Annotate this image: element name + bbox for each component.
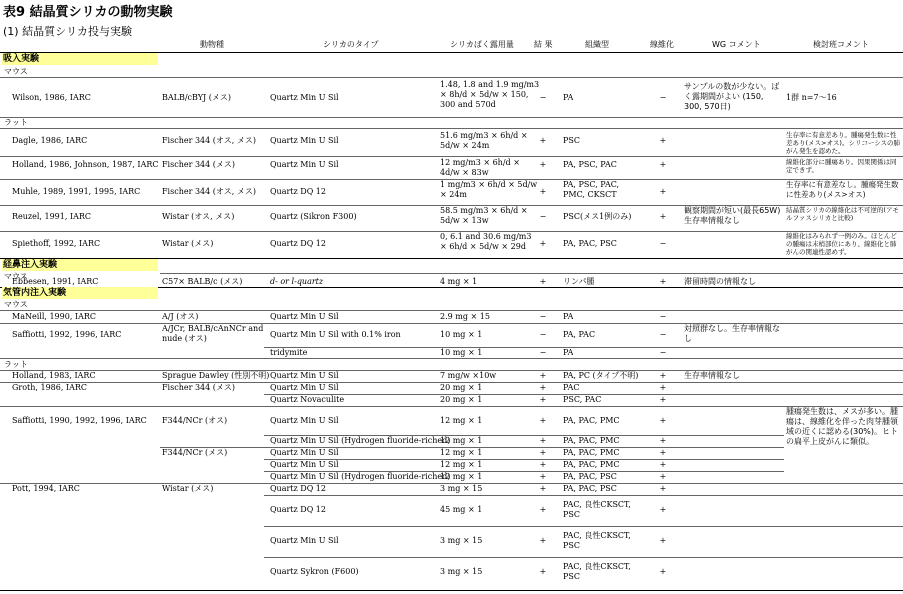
- animal: Fischer 344 (メス): [162, 383, 236, 392]
- rule: [0, 77, 903, 78]
- animal: Wistar (メス): [162, 484, 214, 493]
- fibrosis: +: [659, 536, 667, 545]
- animal: Fischer 344 (オス, メス): [162, 187, 257, 196]
- table-row: [0, 383, 903, 393]
- fibrosis: +: [659, 505, 667, 514]
- fibrosis: +: [659, 416, 667, 425]
- dose: 3 mg × 15: [440, 484, 483, 493]
- dose: 12 mg × 1: [440, 416, 483, 425]
- animal: BALB/cBYJ (メス): [162, 93, 232, 102]
- silica-type: Quartz Min U Sil: [270, 371, 339, 380]
- table-row: [0, 460, 903, 470]
- table-row: [0, 562, 903, 584]
- fibrosis: +: [659, 567, 667, 576]
- silica-type: Quartz Min U Sil: [270, 383, 339, 392]
- result: +: [539, 436, 547, 445]
- rule: [264, 557, 903, 558]
- table-row: [0, 80, 903, 116]
- silica-type: Quartz Sykron (F600): [270, 567, 359, 576]
- silica-type: Quartz Min U Sil: [270, 160, 339, 169]
- header-result: 結 果: [534, 40, 553, 49]
- result: +: [539, 448, 547, 457]
- rule: [160, 273, 903, 274]
- rule: [0, 310, 903, 311]
- animal: Wistar (メス): [162, 239, 214, 248]
- document-title: 表9 結晶質シリカの動物実験: [3, 5, 173, 20]
- review-comment: 1群 n=7～16: [786, 93, 837, 102]
- fibrosis: +: [659, 136, 667, 145]
- tumor-type: PA: [563, 312, 574, 321]
- tumor-type: PAC: [563, 383, 580, 392]
- header-review: 検討班コメント: [813, 40, 869, 49]
- result: −: [539, 330, 547, 339]
- table-row: [0, 371, 903, 381]
- tumor-type: PA, PAC, PMC: [563, 448, 620, 457]
- tumor-type: リンパ腫: [563, 277, 595, 286]
- subhead-mouse: マウス: [4, 300, 28, 309]
- tumor-type: PA, PAC, PSC: [563, 484, 617, 493]
- silica-type: Quartz Min U Sil: [270, 93, 339, 102]
- dose: 12 mg × 1: [440, 448, 483, 457]
- dose: 12 mg × 1: [440, 472, 483, 481]
- subhead-mouse: マウス: [4, 272, 28, 281]
- dose: 1 mg/m3 × 6h/d × 5d/w × 24m: [440, 180, 538, 199]
- review-comment: 線維化部分に腫瘍あり。因果関係は同定できず。: [786, 158, 897, 174]
- silica-type: Quartz Min U Sil (Hydrogen fluoride-riched): [270, 472, 451, 481]
- fibrosis: −: [659, 93, 667, 102]
- reference: Groth, 1986, IARC: [12, 383, 88, 392]
- result: +: [539, 371, 547, 380]
- section-nasal: 経鼻注入実験: [2, 259, 158, 271]
- table-row: [0, 232, 903, 256]
- fibrosis: +: [659, 277, 667, 286]
- dose: 1.48, 1.8 and 1.9 mg/m3 × 8h/d × 5d/w × 150, 300 and 570d: [440, 80, 540, 109]
- table-row: [0, 395, 903, 405]
- section-inhalation: 吸入実験: [2, 53, 158, 65]
- silica-type: Quartz DQ 12: [270, 187, 326, 196]
- wg-comment: サンプルの数が少ない。ばく露期間がよい (150, 300, 570日): [684, 82, 780, 111]
- result: +: [539, 567, 547, 576]
- fibrosis: +: [659, 484, 667, 493]
- silica-type: tridymite: [270, 348, 308, 357]
- tumor-type: PSC: [563, 136, 580, 145]
- silica-type: Quartz Min U Sil with 0.1% iron: [270, 330, 401, 339]
- table-row: [0, 277, 903, 287]
- rule: [0, 128, 903, 129]
- tumor-type: PA: [563, 93, 574, 102]
- result: +: [539, 416, 547, 425]
- review-comment: 線維化はみられず一例のみ。ほとんどの腫瘍は末梢部位にあり、線維化と肺がんの関連性認めず。: [786, 232, 897, 256]
- reference: Holland, 1983, IARC: [12, 371, 96, 380]
- result: +: [539, 536, 547, 545]
- table-row: [0, 448, 903, 458]
- reference: Holland, 1986, Johnson, 1987, IARC: [12, 160, 159, 169]
- table-row: [0, 312, 903, 322]
- dose: 3 mg × 15: [440, 536, 483, 545]
- subhead-rat: ラット: [4, 118, 28, 127]
- reference: MaNeill, 1990, IARC: [12, 312, 96, 321]
- wg-comment: 滞留時間の情報なし: [684, 277, 756, 286]
- reference: Saffiotti, 1990, 1992, 1996, IARC: [12, 416, 147, 425]
- dose: 7 mg/w ×10w: [440, 371, 497, 380]
- dose: 10 mg × 1: [440, 348, 483, 357]
- tumor-type: PA, PAC, PSC: [563, 239, 617, 248]
- tumor-type: PSC(メス1例のみ): [563, 212, 632, 221]
- table-row: [0, 206, 903, 230]
- section-intratracheal: 気管内注入実験: [2, 287, 158, 299]
- table-row: [0, 180, 903, 204]
- header-tumor: 組織型: [585, 40, 609, 49]
- animal: Fischer 344 (オス, メス): [162, 136, 257, 145]
- reference: Ebbesen, 1991, IARC: [12, 277, 99, 286]
- header-exposure: シリカばく露用量: [450, 40, 514, 49]
- review-comment: 結晶質シリカの線維化は不可逆的(アモルファスシリカと比較): [786, 206, 899, 222]
- reference: Pott, 1994, IARC: [12, 484, 80, 493]
- tumor-type: PA, PAC, PMC: [563, 416, 620, 425]
- result: +: [539, 277, 547, 286]
- tumor-type: PA, PAC: [563, 330, 596, 339]
- table-row: [0, 531, 903, 553]
- dose: 20 mg × 1: [440, 383, 483, 392]
- result: +: [539, 239, 547, 248]
- silica-type: d- or l-quartz: [270, 277, 324, 286]
- silica-type: Quartz Novaculite: [270, 395, 345, 404]
- dose: 12 mg × 1: [440, 436, 483, 445]
- tumor-type: PAC, 良性CKSCT, PSC: [563, 500, 631, 519]
- result: +: [539, 160, 547, 169]
- fibrosis: −: [659, 348, 667, 357]
- tumor-type: PA, PSC, PAC: [563, 160, 617, 169]
- reference: Spiethoff, 1992, IARC: [12, 239, 101, 248]
- fibrosis: +: [659, 472, 667, 481]
- result: −: [539, 212, 547, 221]
- reference: Wilson, 1986, IARC: [12, 93, 91, 102]
- silica-type: Quartz Min U Sil: [270, 416, 339, 425]
- reference: Saffiotti, 1992, 1996, IARC: [12, 330, 122, 339]
- result: +: [539, 460, 547, 469]
- fibrosis: −: [659, 239, 667, 248]
- dose: 12 mg/m3 × 6h/d × 4d/w × 83w: [440, 158, 520, 177]
- dose: 20 mg × 1: [440, 395, 483, 404]
- animal: C57× BALB/c (メス): [162, 277, 243, 286]
- review-comment: 生存率に有意差なし。腫瘍発生数に性差あり(メス>オス): [786, 180, 899, 199]
- reference: Muhle, 1989, 1991, 1995, IARC: [12, 187, 141, 196]
- header-row: [0, 39, 903, 51]
- header-silica: シリカのタイプ: [323, 40, 379, 49]
- table-row: [0, 500, 903, 522]
- tumor-type: PA: [563, 348, 574, 357]
- tumor-type: PA, PAC, PMC: [563, 436, 620, 445]
- result: +: [539, 395, 547, 404]
- dose: 3 mg × 15: [440, 567, 483, 576]
- table-row: [0, 436, 903, 446]
- review-comment: 生存率に有意差あり。腫瘍発生数に性差あり(メス>オス)。シリコーシスの肺がん発生を認めた。: [786, 131, 900, 155]
- silica-type: Quartz DQ 12: [270, 505, 326, 514]
- silica-type: Quartz DQ 12: [270, 239, 326, 248]
- fibrosis: +: [659, 212, 667, 221]
- table-row: [0, 348, 903, 358]
- wg-comment: 観察期間が短い(最長65W) 生存率情報なし: [684, 206, 781, 225]
- tumor-type: PA, PAC, PMC: [563, 460, 620, 469]
- animal: Fischer 344 (メス): [162, 160, 236, 169]
- tumor-type: PAC, 良性CKSCT, PSC: [563, 531, 631, 550]
- animal: A/J (オス): [162, 312, 199, 321]
- subhead-mouse: マウス: [4, 67, 28, 76]
- header-wg: WG コメント: [712, 40, 761, 49]
- subhead-rat: ラット: [4, 360, 28, 369]
- result: +: [539, 187, 547, 196]
- result: +: [539, 136, 547, 145]
- animal: F344/NCr (メス): [162, 448, 228, 457]
- reference: Reuzel, 1991, IARC: [12, 212, 92, 221]
- silica-type: Quartz Min U Sil: [270, 460, 339, 469]
- silica-type: Quartz Min U Sil: [270, 312, 339, 321]
- wg-comment: 対照群なし。生存率情報なし: [684, 324, 780, 343]
- dose: 0, 6.1 and 30.6 mg/m3 × 6h/d × 5d/w × 29d: [440, 232, 532, 251]
- tumor-type: PA, PC (タイプ不明): [563, 371, 639, 380]
- tumor-type: PA, PSC, PAC, PMC, CKSCT: [563, 180, 620, 199]
- result: +: [539, 472, 547, 481]
- animal: A/JCr, BALB/cAnNCr and nude (オス): [162, 324, 264, 343]
- silica-type: Quartz DQ 12: [270, 484, 326, 493]
- silica-type: Quartz Min U Sil: [270, 536, 339, 545]
- table-row: [0, 324, 903, 346]
- animal: F344/NCr (オス): [162, 416, 228, 425]
- silica-type: Quartz Min U Sil: [270, 136, 339, 145]
- animal: Wistar (オス, メス): [162, 212, 235, 221]
- result: −: [539, 93, 547, 102]
- reference: Dagle, 1986, IARC: [12, 136, 88, 145]
- rule: [264, 495, 903, 496]
- tumor-type: PAC, 良性CKSCT, PSC: [563, 562, 631, 581]
- table-row: [0, 158, 903, 178]
- fibrosis: −: [659, 330, 667, 339]
- dose: 4 mg × 1: [440, 277, 478, 286]
- result: −: [539, 348, 547, 357]
- tumor-type: PSC, PAC: [563, 395, 602, 404]
- result: +: [539, 505, 547, 514]
- dose: 51.6 mg/m3 × 6h/d × 5d/w × 24m: [440, 131, 528, 150]
- result: −: [539, 312, 547, 321]
- table-subtitle: (1) 結晶質シリカ投与実験: [3, 25, 132, 38]
- silica-type: Quartz Min U Sil (Hydrogen fluoride-riched): [270, 436, 451, 445]
- table-row: [0, 484, 903, 494]
- dose: 2.9 mg × 15: [440, 312, 490, 321]
- result: +: [539, 484, 547, 493]
- table-row: [0, 472, 903, 482]
- fibrosis: −: [659, 312, 667, 321]
- fibrosis: +: [659, 160, 667, 169]
- dose: 58.5 mg/m3 × 6h/d × 5d/w × 13w: [440, 206, 528, 225]
- silica-type: Quartz (Sikron F300): [270, 212, 357, 221]
- fibrosis: +: [659, 448, 667, 457]
- fibrosis: +: [659, 371, 667, 380]
- dose: 10 mg × 1: [440, 330, 483, 339]
- header-fibrosis: 線維化: [650, 40, 674, 49]
- animal: Sprague Dawley (性別不明): [162, 371, 270, 380]
- fibrosis: +: [659, 383, 667, 392]
- wg-comment: 生存率情報なし: [684, 371, 740, 380]
- silica-type: Quartz Min U Sil: [270, 448, 339, 457]
- result: +: [539, 383, 547, 392]
- dose: 12 mg × 1: [440, 460, 483, 469]
- tumor-type: PA, PAC, PSC: [563, 472, 617, 481]
- header-animal: 動物種: [200, 40, 224, 49]
- fibrosis: +: [659, 187, 667, 196]
- fibrosis: +: [659, 460, 667, 469]
- fibrosis: +: [659, 395, 667, 404]
- rule: [0, 156, 903, 157]
- review-comment: 腫瘍発生数は、メスが多い。腫瘍は、線維化を伴った肉芽腫領域の近くに認める(30%)。ヒトの扁平上皮がんに類似。: [786, 407, 899, 446]
- rule: [264, 526, 903, 527]
- dose: 45 mg × 1: [440, 505, 483, 514]
- rule: [0, 590, 903, 591]
- table-row: [0, 131, 903, 153]
- fibrosis: +: [659, 436, 667, 445]
- rule: [0, 117, 903, 118]
- rule: [0, 358, 903, 359]
